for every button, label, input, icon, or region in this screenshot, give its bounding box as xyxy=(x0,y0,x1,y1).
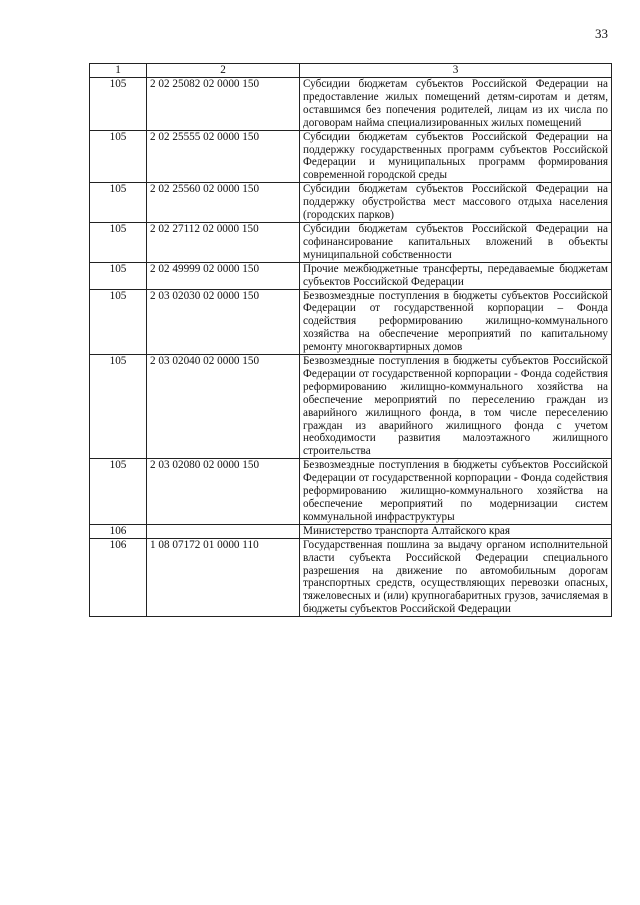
revenue-name-cell: Субсидии бюджетам субъектов Российской Федерации на поддержку обустройства мест массового отдыха населения (городских парков) xyxy=(300,183,612,223)
table-row xyxy=(90,222,612,262)
column-header-2: 2 xyxy=(147,64,300,78)
revenue-name-cell: Безвозмездные поступления в бюджеты субъектов Российской Федерации от государственной корпорации – Фонда содействия реформированию жилищно-коммунального хозяйства на обеспечение мероприятий по капитальному ремонту многоквартирных домов xyxy=(300,289,612,355)
revenue-name-cell: Министерство транспорта Алтайского края xyxy=(300,524,612,538)
revenue-code-cell: 2 02 25082 02 0000 150 xyxy=(147,78,300,131)
admin-code-cell: 105 xyxy=(90,289,147,355)
revenue-name-cell: Государственная пошлина за выдачу органом исполнительной власти субъекта Российской Федерации специального разрешения на движение по автомобильным дорогам транспортных средств, осуществляющих перевозки опасных, тяжеловесных и (или) крупногабаритных грузов, зачисляемая в бюджеты субъектов Российской Федерации xyxy=(300,538,612,616)
revenue-name-cell: Субсидии бюджетам субъектов Российской Федерации на предоставление жилых помещений детям-сиротам и детям, оставшимся без попечения родителей, лицам из их числа по договорам найма специализированных жилых помещений xyxy=(300,78,612,131)
revenue-code-cell: 1 08 07172 01 0000 110 xyxy=(147,538,300,616)
admin-code-cell: 105 xyxy=(90,222,147,262)
revenue-name-cell: Субсидии бюджетам субъектов Российской Федерации на софинансирование капитальных вложений в объекты муниципальной собственности xyxy=(300,222,612,262)
table-row xyxy=(90,355,612,459)
table-header-row xyxy=(90,64,612,78)
revenue-name-cell: Безвозмездные поступления в бюджеты субъектов Российской Федерации от государственной корпорации - Фонда содействия реформированию жилищно-коммунального хозяйства на обеспечение мероприятий по модернизации систем коммунальной инфраструктуры xyxy=(300,459,612,525)
revenue-code-cell: 2 03 02040 02 0000 150 xyxy=(147,355,300,459)
table-row xyxy=(90,183,612,223)
revenue-code-cell: 2 03 02080 02 0000 150 xyxy=(147,459,300,525)
admin-code-cell: 106 xyxy=(90,524,147,538)
revenue-code-cell: 2 02 25560 02 0000 150 xyxy=(147,183,300,223)
admin-code-cell: 105 xyxy=(90,130,147,183)
admin-code-cell: 105 xyxy=(90,459,147,525)
table-row xyxy=(90,130,612,183)
revenue-code-cell: 2 02 27112 02 0000 150 xyxy=(147,222,300,262)
admin-code-cell: 105 xyxy=(90,78,147,131)
table-row xyxy=(90,538,612,616)
revenue-name-cell: Прочие межбюджетные трансферты, передаваемые бюджетам субъектов Российской Федерации xyxy=(300,262,612,289)
table-row xyxy=(90,459,612,525)
column-header-1: 1 xyxy=(90,64,147,78)
revenue-code-cell xyxy=(147,524,300,538)
revenue-codes-table xyxy=(89,63,612,617)
table-row xyxy=(90,524,612,538)
revenue-code-cell: 2 02 25555 02 0000 150 xyxy=(147,130,300,183)
revenue-name-cell: Субсидии бюджетам субъектов Российской Федерации на поддержку государственных программ субъектов Российской Федерации и муниципальных программ формирования современной городской среды xyxy=(300,130,612,183)
table-row xyxy=(90,289,612,355)
revenue-code-cell: 2 02 49999 02 0000 150 xyxy=(147,262,300,289)
revenue-code-cell: 2 03 02030 02 0000 150 xyxy=(147,289,300,355)
table-row xyxy=(90,78,612,131)
admin-code-cell: 105 xyxy=(90,355,147,459)
admin-code-cell: 106 xyxy=(90,538,147,616)
column-header-3: 3 xyxy=(300,64,612,78)
page-number: 33 xyxy=(595,26,608,41)
revenue-name-cell: Безвозмездные поступления в бюджеты субъектов Российской Федерации от государственной корпорации - Фонда содействия реформированию жилищно-коммунального хозяйства на обеспечение мероприятий по переселению граждан из аварийного жилищного фонда, в том числе переселению граждан из аварийного жилищного фонда с учетом необходимости развития малоэтажного жилищного строительства xyxy=(300,355,612,459)
admin-code-cell: 105 xyxy=(90,183,147,223)
table-row xyxy=(90,262,612,289)
admin-code-cell: 105 xyxy=(90,262,147,289)
